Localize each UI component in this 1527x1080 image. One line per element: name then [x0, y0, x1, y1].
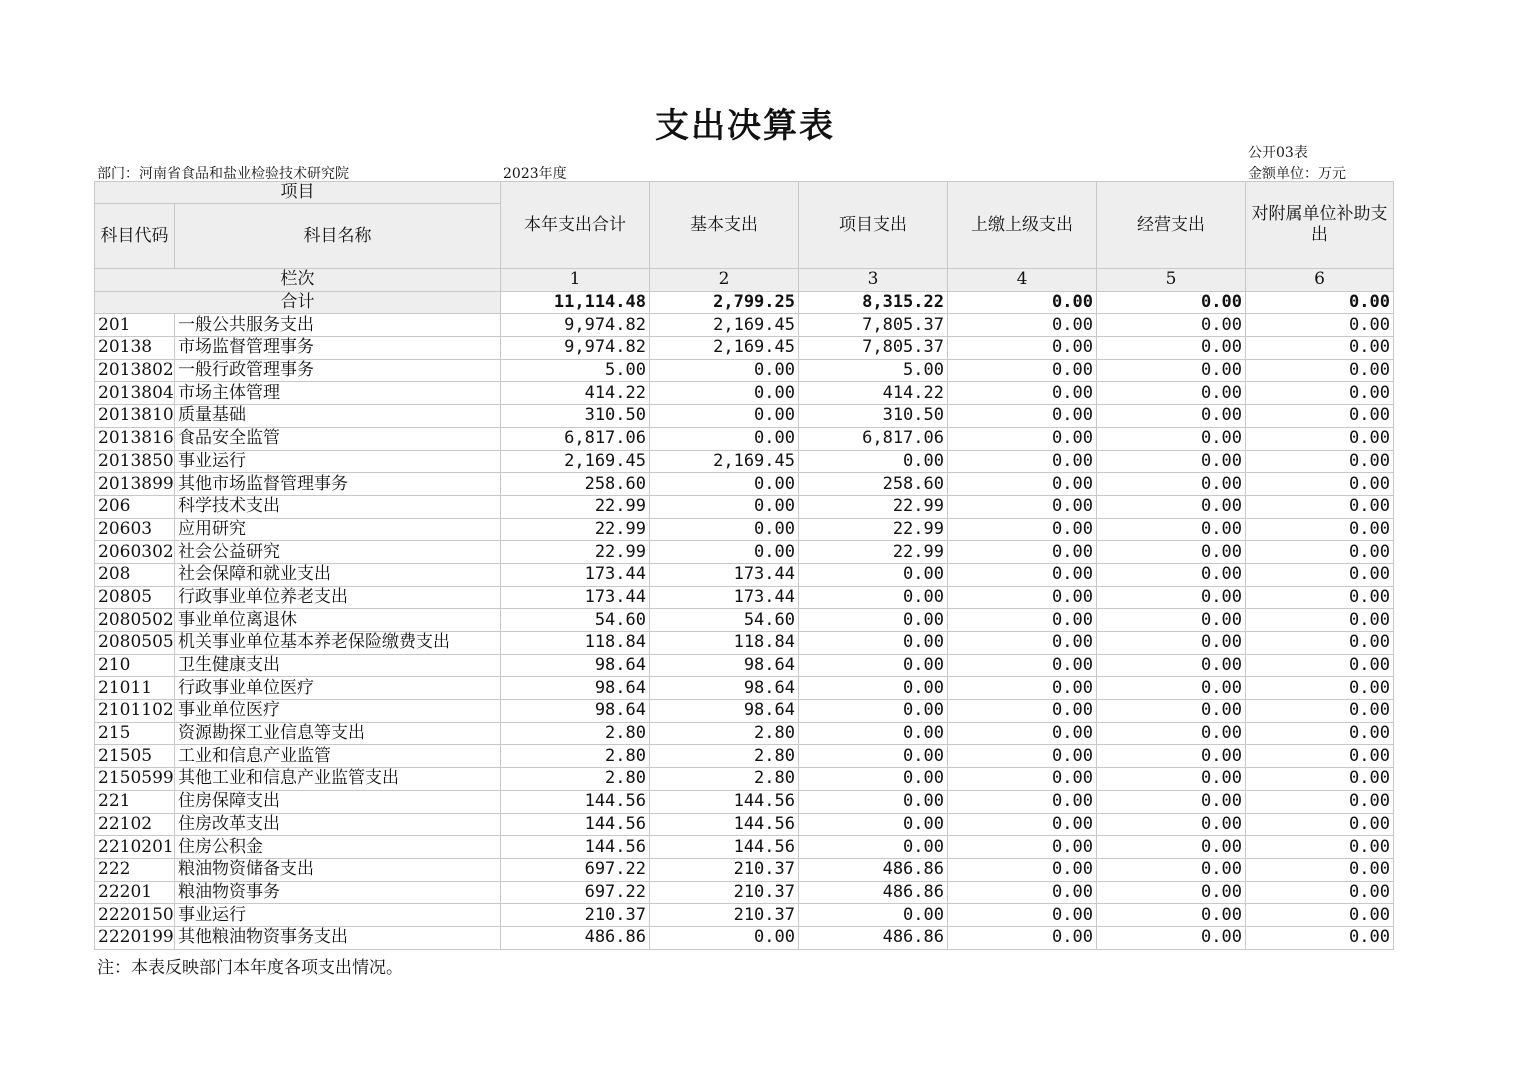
amount-cell: 0.00: [650, 382, 799, 405]
subject-code: 21505: [95, 745, 175, 768]
amount-cell: 210.37: [650, 904, 799, 927]
amount-cell: 0.00: [1097, 586, 1246, 609]
subject-name: 其他市场监督管理事务: [175, 473, 501, 496]
subject-code: 2080502: [95, 609, 175, 632]
amount-cell: 210.37: [501, 904, 650, 927]
table-row: [95, 926, 1394, 949]
subject-code: 2210201: [95, 836, 175, 859]
subject-name: 工业和信息产业监管: [175, 745, 501, 768]
amount-cell: 2,169.45: [650, 314, 799, 337]
amount-cell: 0.00: [1097, 858, 1246, 881]
amount-cell: 0.00: [799, 609, 948, 632]
amount-cell: 0.00: [1097, 359, 1246, 382]
amount-cell: 0.00: [948, 677, 1097, 700]
table-row: [95, 700, 1394, 723]
subject-name: 事业单位离退休: [175, 609, 501, 632]
amount-cell: 0.00: [1097, 881, 1246, 904]
table-row: [95, 450, 1394, 473]
amount-cell: 0.00: [948, 768, 1097, 791]
col-number: 6: [1246, 269, 1394, 292]
table-row: [95, 813, 1394, 836]
subject-code: 2013899: [95, 473, 175, 496]
subject-name: 事业运行: [175, 904, 501, 927]
header-item: 项目: [95, 182, 501, 204]
amount-cell: 0.00: [650, 518, 799, 541]
amount-cell: 144.56: [501, 813, 650, 836]
amount-cell: 2.80: [501, 768, 650, 791]
amount-cell: 0.00: [1097, 904, 1246, 927]
subject-name: 粮油物资储备支出: [175, 858, 501, 881]
subject-name: 行政事业单位医疗: [175, 677, 501, 700]
subject-code: 222: [95, 858, 175, 881]
amount-cell: 0.00: [1097, 541, 1246, 564]
amount-cell: 0.00: [948, 926, 1097, 949]
amount-cell: 0.00: [799, 745, 948, 768]
table-row: [95, 858, 1394, 881]
amount-cell: 144.56: [650, 813, 799, 836]
amount-cell: 0.00: [1097, 473, 1246, 496]
amount-cell: 0.00: [1246, 541, 1394, 564]
amount-cell: 0.00: [948, 609, 1097, 632]
footnote: 注：本表反映部门本年度各项支出情况。: [97, 958, 403, 978]
amount-cell: 0.00: [799, 700, 948, 723]
amount-cell: 0.00: [948, 314, 1097, 337]
header-col1: 本年支出合计: [501, 182, 650, 269]
amount-cell: 0.00: [799, 654, 948, 677]
amount-cell: 0.00: [799, 563, 948, 586]
table-row: [95, 654, 1394, 677]
table-row: [95, 790, 1394, 813]
amount-cell: 98.64: [650, 677, 799, 700]
table-row: [95, 359, 1394, 382]
subject-name: 住房公积金: [175, 836, 501, 859]
amount-cell: 98.64: [650, 700, 799, 723]
table-row: [95, 563, 1394, 586]
unit-label: 金额单位：万元: [1248, 166, 1346, 182]
amount-cell: 0.00: [650, 926, 799, 949]
table-row: [95, 473, 1394, 496]
amount-cell: 0.00: [948, 790, 1097, 813]
header-code: 科目代码: [95, 204, 175, 269]
amount-cell: 0.00: [1246, 609, 1394, 632]
subject-name: 住房改革支出: [175, 813, 501, 836]
amount-cell: 0.00: [1246, 836, 1394, 859]
subject-code: 2150599: [95, 768, 175, 791]
amount-cell: 6,817.06: [501, 427, 650, 450]
amount-cell: 0.00: [948, 495, 1097, 518]
amount-cell: 0.00: [650, 495, 799, 518]
amount-cell: 486.86: [799, 858, 948, 881]
subject-code: 2013850: [95, 450, 175, 473]
amount-cell: 0.00: [799, 450, 948, 473]
subject-code: 2101102: [95, 700, 175, 723]
total-value: 8,315.22: [799, 291, 948, 314]
amount-cell: 0.00: [1097, 926, 1246, 949]
table-row: [95, 609, 1394, 632]
subject-code: 20138: [95, 337, 175, 360]
header-name: 科目名称: [175, 204, 501, 269]
table-row: [95, 836, 1394, 859]
amount-cell: 0.00: [799, 722, 948, 745]
subject-name: 事业运行: [175, 450, 501, 473]
amount-cell: 0.00: [1246, 768, 1394, 791]
amount-cell: 0.00: [799, 677, 948, 700]
amount-cell: 0.00: [799, 768, 948, 791]
amount-cell: 0.00: [650, 427, 799, 450]
amount-cell: 0.00: [948, 405, 1097, 428]
amount-cell: 2,169.45: [650, 337, 799, 360]
amount-cell: 22.99: [799, 541, 948, 564]
amount-cell: 0.00: [1097, 700, 1246, 723]
amount-cell: 0.00: [1246, 427, 1394, 450]
amount-cell: 22.99: [501, 541, 650, 564]
subject-name: 其他粮油物资事务支出: [175, 926, 501, 949]
table-row: [95, 427, 1394, 450]
table-row: [95, 881, 1394, 904]
year-label: 2023年度: [503, 166, 567, 182]
department-label: 部门：河南省食品和盐业检验技术研究院: [97, 166, 349, 182]
table-row: [95, 632, 1394, 655]
amount-cell: 0.00: [799, 836, 948, 859]
amount-cell: 9,974.82: [501, 337, 650, 360]
amount-cell: 2,169.45: [501, 450, 650, 473]
amount-cell: 2.80: [501, 745, 650, 768]
col-number: 1: [501, 269, 650, 292]
form-code: 公开03表: [1248, 145, 1308, 161]
amount-cell: 0.00: [1097, 790, 1246, 813]
amount-cell: 0.00: [799, 904, 948, 927]
subject-name: 机关事业单位基本养老保险缴费支出: [175, 632, 501, 655]
amount-cell: 210.37: [650, 881, 799, 904]
col-number: 4: [948, 269, 1097, 292]
subject-code: 215: [95, 722, 175, 745]
amount-cell: 0.00: [948, 904, 1097, 927]
amount-cell: 173.44: [501, 563, 650, 586]
amount-cell: 0.00: [1097, 563, 1246, 586]
table-row: [95, 541, 1394, 564]
subject-code: 2220199: [95, 926, 175, 949]
amount-cell: 0.00: [1246, 382, 1394, 405]
amount-cell: 0.00: [799, 813, 948, 836]
header-row-1: [95, 182, 1394, 204]
amount-cell: 0.00: [1246, 473, 1394, 496]
amount-cell: 0.00: [948, 541, 1097, 564]
amount-cell: 0.00: [1246, 337, 1394, 360]
amount-cell: 486.86: [501, 926, 650, 949]
amount-cell: 0.00: [948, 586, 1097, 609]
amount-cell: 0.00: [1097, 314, 1246, 337]
amount-cell: 0.00: [948, 813, 1097, 836]
table-row: [95, 745, 1394, 768]
amount-cell: 0.00: [1246, 632, 1394, 655]
col-number: 5: [1097, 269, 1246, 292]
amount-cell: 173.44: [650, 586, 799, 609]
amount-cell: 697.22: [501, 858, 650, 881]
amount-cell: 0.00: [1097, 768, 1246, 791]
amount-cell: 0.00: [1097, 745, 1246, 768]
subject-name: 社会保障和就业支出: [175, 563, 501, 586]
subject-code: 206: [95, 495, 175, 518]
subject-name: 食品安全监管: [175, 427, 501, 450]
amount-cell: 0.00: [948, 654, 1097, 677]
amount-cell: 0.00: [1097, 836, 1246, 859]
subject-code: 201: [95, 314, 175, 337]
amount-cell: 0.00: [799, 790, 948, 813]
subject-name: 卫生健康支出: [175, 654, 501, 677]
amount-cell: 0.00: [948, 881, 1097, 904]
amount-cell: 98.64: [501, 677, 650, 700]
amount-cell: 0.00: [1246, 858, 1394, 881]
amount-cell: 0.00: [1246, 904, 1394, 927]
table-row: [95, 405, 1394, 428]
amount-cell: 0.00: [1097, 382, 1246, 405]
table-row: [95, 677, 1394, 700]
subject-code: 2080505: [95, 632, 175, 655]
amount-cell: 0.00: [650, 359, 799, 382]
amount-cell: 0.00: [948, 632, 1097, 655]
subject-name: 应用研究: [175, 518, 501, 541]
total-value: 0.00: [1097, 291, 1246, 314]
col-number: 2: [650, 269, 799, 292]
header-lanci: 栏次: [95, 269, 501, 292]
expenditure-table: [94, 181, 1394, 950]
amount-cell: 0.00: [1246, 405, 1394, 428]
amount-cell: 310.50: [799, 405, 948, 428]
col-number: 3: [799, 269, 948, 292]
amount-cell: 6,817.06: [799, 427, 948, 450]
header-col2: 基本支出: [650, 182, 799, 269]
amount-cell: 144.56: [650, 790, 799, 813]
amount-cell: 7,805.37: [799, 314, 948, 337]
amount-cell: 2.80: [650, 745, 799, 768]
amount-cell: 210.37: [650, 858, 799, 881]
amount-cell: 0.00: [948, 722, 1097, 745]
amount-cell: 0.00: [650, 405, 799, 428]
amount-cell: 0.00: [948, 858, 1097, 881]
subject-name: 其他工业和信息产业监管支出: [175, 768, 501, 791]
amount-cell: 258.60: [501, 473, 650, 496]
total-value: 0.00: [948, 291, 1097, 314]
subject-code: 2013816: [95, 427, 175, 450]
amount-cell: 414.22: [501, 382, 650, 405]
amount-cell: 0.00: [948, 700, 1097, 723]
amount-cell: 0.00: [1246, 314, 1394, 337]
subject-name: 科学技术支出: [175, 495, 501, 518]
subject-code: 20603: [95, 518, 175, 541]
amount-cell: 54.60: [501, 609, 650, 632]
table-row: [95, 722, 1394, 745]
amount-cell: 0.00: [1246, 518, 1394, 541]
amount-cell: 0.00: [1097, 405, 1246, 428]
amount-cell: 173.44: [501, 586, 650, 609]
amount-cell: 486.86: [799, 926, 948, 949]
subject-code: 208: [95, 563, 175, 586]
amount-cell: 0.00: [1097, 427, 1246, 450]
amount-cell: 486.86: [799, 881, 948, 904]
amount-cell: 0.00: [948, 473, 1097, 496]
amount-cell: 144.56: [650, 836, 799, 859]
amount-cell: 0.00: [1246, 450, 1394, 473]
total-value: 2,799.25: [650, 291, 799, 314]
subject-code: 210: [95, 654, 175, 677]
amount-cell: 414.22: [799, 382, 948, 405]
amount-cell: 310.50: [501, 405, 650, 428]
amount-cell: 173.44: [650, 563, 799, 586]
amount-cell: 5.00: [501, 359, 650, 382]
subject-code: 21011: [95, 677, 175, 700]
subject-code: 221: [95, 790, 175, 813]
amount-cell: 0.00: [1246, 745, 1394, 768]
amount-cell: 2.80: [650, 722, 799, 745]
amount-cell: 0.00: [1246, 359, 1394, 382]
column-number-row: [95, 269, 1394, 292]
amount-cell: 118.84: [650, 632, 799, 655]
subject-name: 质量基础: [175, 405, 501, 428]
subject-code: 2060302: [95, 541, 175, 564]
amount-cell: 0.00: [799, 586, 948, 609]
amount-cell: 0.00: [948, 745, 1097, 768]
subject-name: 一般公共服务支出: [175, 314, 501, 337]
amount-cell: 0.00: [1246, 677, 1394, 700]
amount-cell: 22.99: [501, 518, 650, 541]
amount-cell: 697.22: [501, 881, 650, 904]
amount-cell: 98.64: [650, 654, 799, 677]
subject-name: 资源勘探工业信息等支出: [175, 722, 501, 745]
amount-cell: 0.00: [948, 382, 1097, 405]
amount-cell: 22.99: [799, 518, 948, 541]
amount-cell: 258.60: [799, 473, 948, 496]
header-col4: 上缴上级支出: [948, 182, 1097, 269]
table-row: [95, 904, 1394, 927]
subject-code: 22201: [95, 881, 175, 904]
amount-cell: 0.00: [799, 632, 948, 655]
amount-cell: 0.00: [1246, 926, 1394, 949]
amount-cell: 54.60: [650, 609, 799, 632]
subject-name: 市场监督管理事务: [175, 337, 501, 360]
amount-cell: 0.00: [1246, 881, 1394, 904]
amount-cell: 98.64: [501, 700, 650, 723]
amount-cell: 0.00: [1097, 632, 1246, 655]
amount-cell: 0.00: [1246, 654, 1394, 677]
amount-cell: 0.00: [1097, 337, 1246, 360]
subject-code: 2220150: [95, 904, 175, 927]
amount-cell: 144.56: [501, 836, 650, 859]
amount-cell: 0.00: [948, 427, 1097, 450]
amount-cell: 0.00: [1246, 722, 1394, 745]
page-title: 支出决算表: [655, 106, 835, 146]
subject-code: 20805: [95, 586, 175, 609]
amount-cell: 118.84: [501, 632, 650, 655]
amount-cell: 0.00: [1097, 609, 1246, 632]
amount-cell: 7,805.37: [799, 337, 948, 360]
amount-cell: 2.80: [650, 768, 799, 791]
total-value: 0.00: [1246, 291, 1394, 314]
subject-name: 一般行政管理事务: [175, 359, 501, 382]
amount-cell: 0.00: [1246, 790, 1394, 813]
subject-name: 社会公益研究: [175, 541, 501, 564]
table-row: [95, 768, 1394, 791]
table-row: [95, 518, 1394, 541]
amount-cell: 9,974.82: [501, 314, 650, 337]
amount-cell: 0.00: [1097, 677, 1246, 700]
amount-cell: 22.99: [799, 495, 948, 518]
amount-cell: 0.00: [1097, 518, 1246, 541]
total-row: [95, 291, 1394, 314]
amount-cell: 22.99: [501, 495, 650, 518]
amount-cell: 5.00: [799, 359, 948, 382]
table-row: [95, 586, 1394, 609]
subject-name: 市场主体管理: [175, 382, 501, 405]
amount-cell: 0.00: [650, 473, 799, 496]
amount-cell: 144.56: [501, 790, 650, 813]
amount-cell: 0.00: [1246, 700, 1394, 723]
subject-code: 22102: [95, 813, 175, 836]
amount-cell: 0.00: [1246, 586, 1394, 609]
amount-cell: 0.00: [1097, 654, 1246, 677]
total-label: 合计: [95, 291, 501, 314]
amount-cell: 0.00: [948, 836, 1097, 859]
subject-code: 2013810: [95, 405, 175, 428]
amount-cell: 0.00: [650, 541, 799, 564]
amount-cell: 0.00: [948, 359, 1097, 382]
subject-code: 2013804: [95, 382, 175, 405]
table-row: [95, 337, 1394, 360]
header-col6: 对附属单位补助支出: [1246, 182, 1394, 269]
amount-cell: 0.00: [1097, 495, 1246, 518]
subject-name: 行政事业单位养老支出: [175, 586, 501, 609]
amount-cell: 0.00: [948, 450, 1097, 473]
amount-cell: 0.00: [1097, 722, 1246, 745]
amount-cell: 0.00: [1246, 495, 1394, 518]
amount-cell: 0.00: [1246, 813, 1394, 836]
table-row: [95, 382, 1394, 405]
amount-cell: 2,169.45: [650, 450, 799, 473]
table-row: [95, 495, 1394, 518]
amount-cell: 0.00: [948, 518, 1097, 541]
amount-cell: 0.00: [948, 337, 1097, 360]
header-col3: 项目支出: [799, 182, 948, 269]
amount-cell: 98.64: [501, 654, 650, 677]
total-value: 11,114.48: [501, 291, 650, 314]
table-row: [95, 314, 1394, 337]
subject-name: 住房保障支出: [175, 790, 501, 813]
amount-cell: 0.00: [1097, 813, 1246, 836]
amount-cell: 0.00: [1097, 450, 1246, 473]
subject-code: 2013802: [95, 359, 175, 382]
amount-cell: 0.00: [948, 563, 1097, 586]
amount-cell: 2.80: [501, 722, 650, 745]
subject-name: 粮油物资事务: [175, 881, 501, 904]
header-col5: 经营支出: [1097, 182, 1246, 269]
subject-name: 事业单位医疗: [175, 700, 501, 723]
amount-cell: 0.00: [1246, 563, 1394, 586]
